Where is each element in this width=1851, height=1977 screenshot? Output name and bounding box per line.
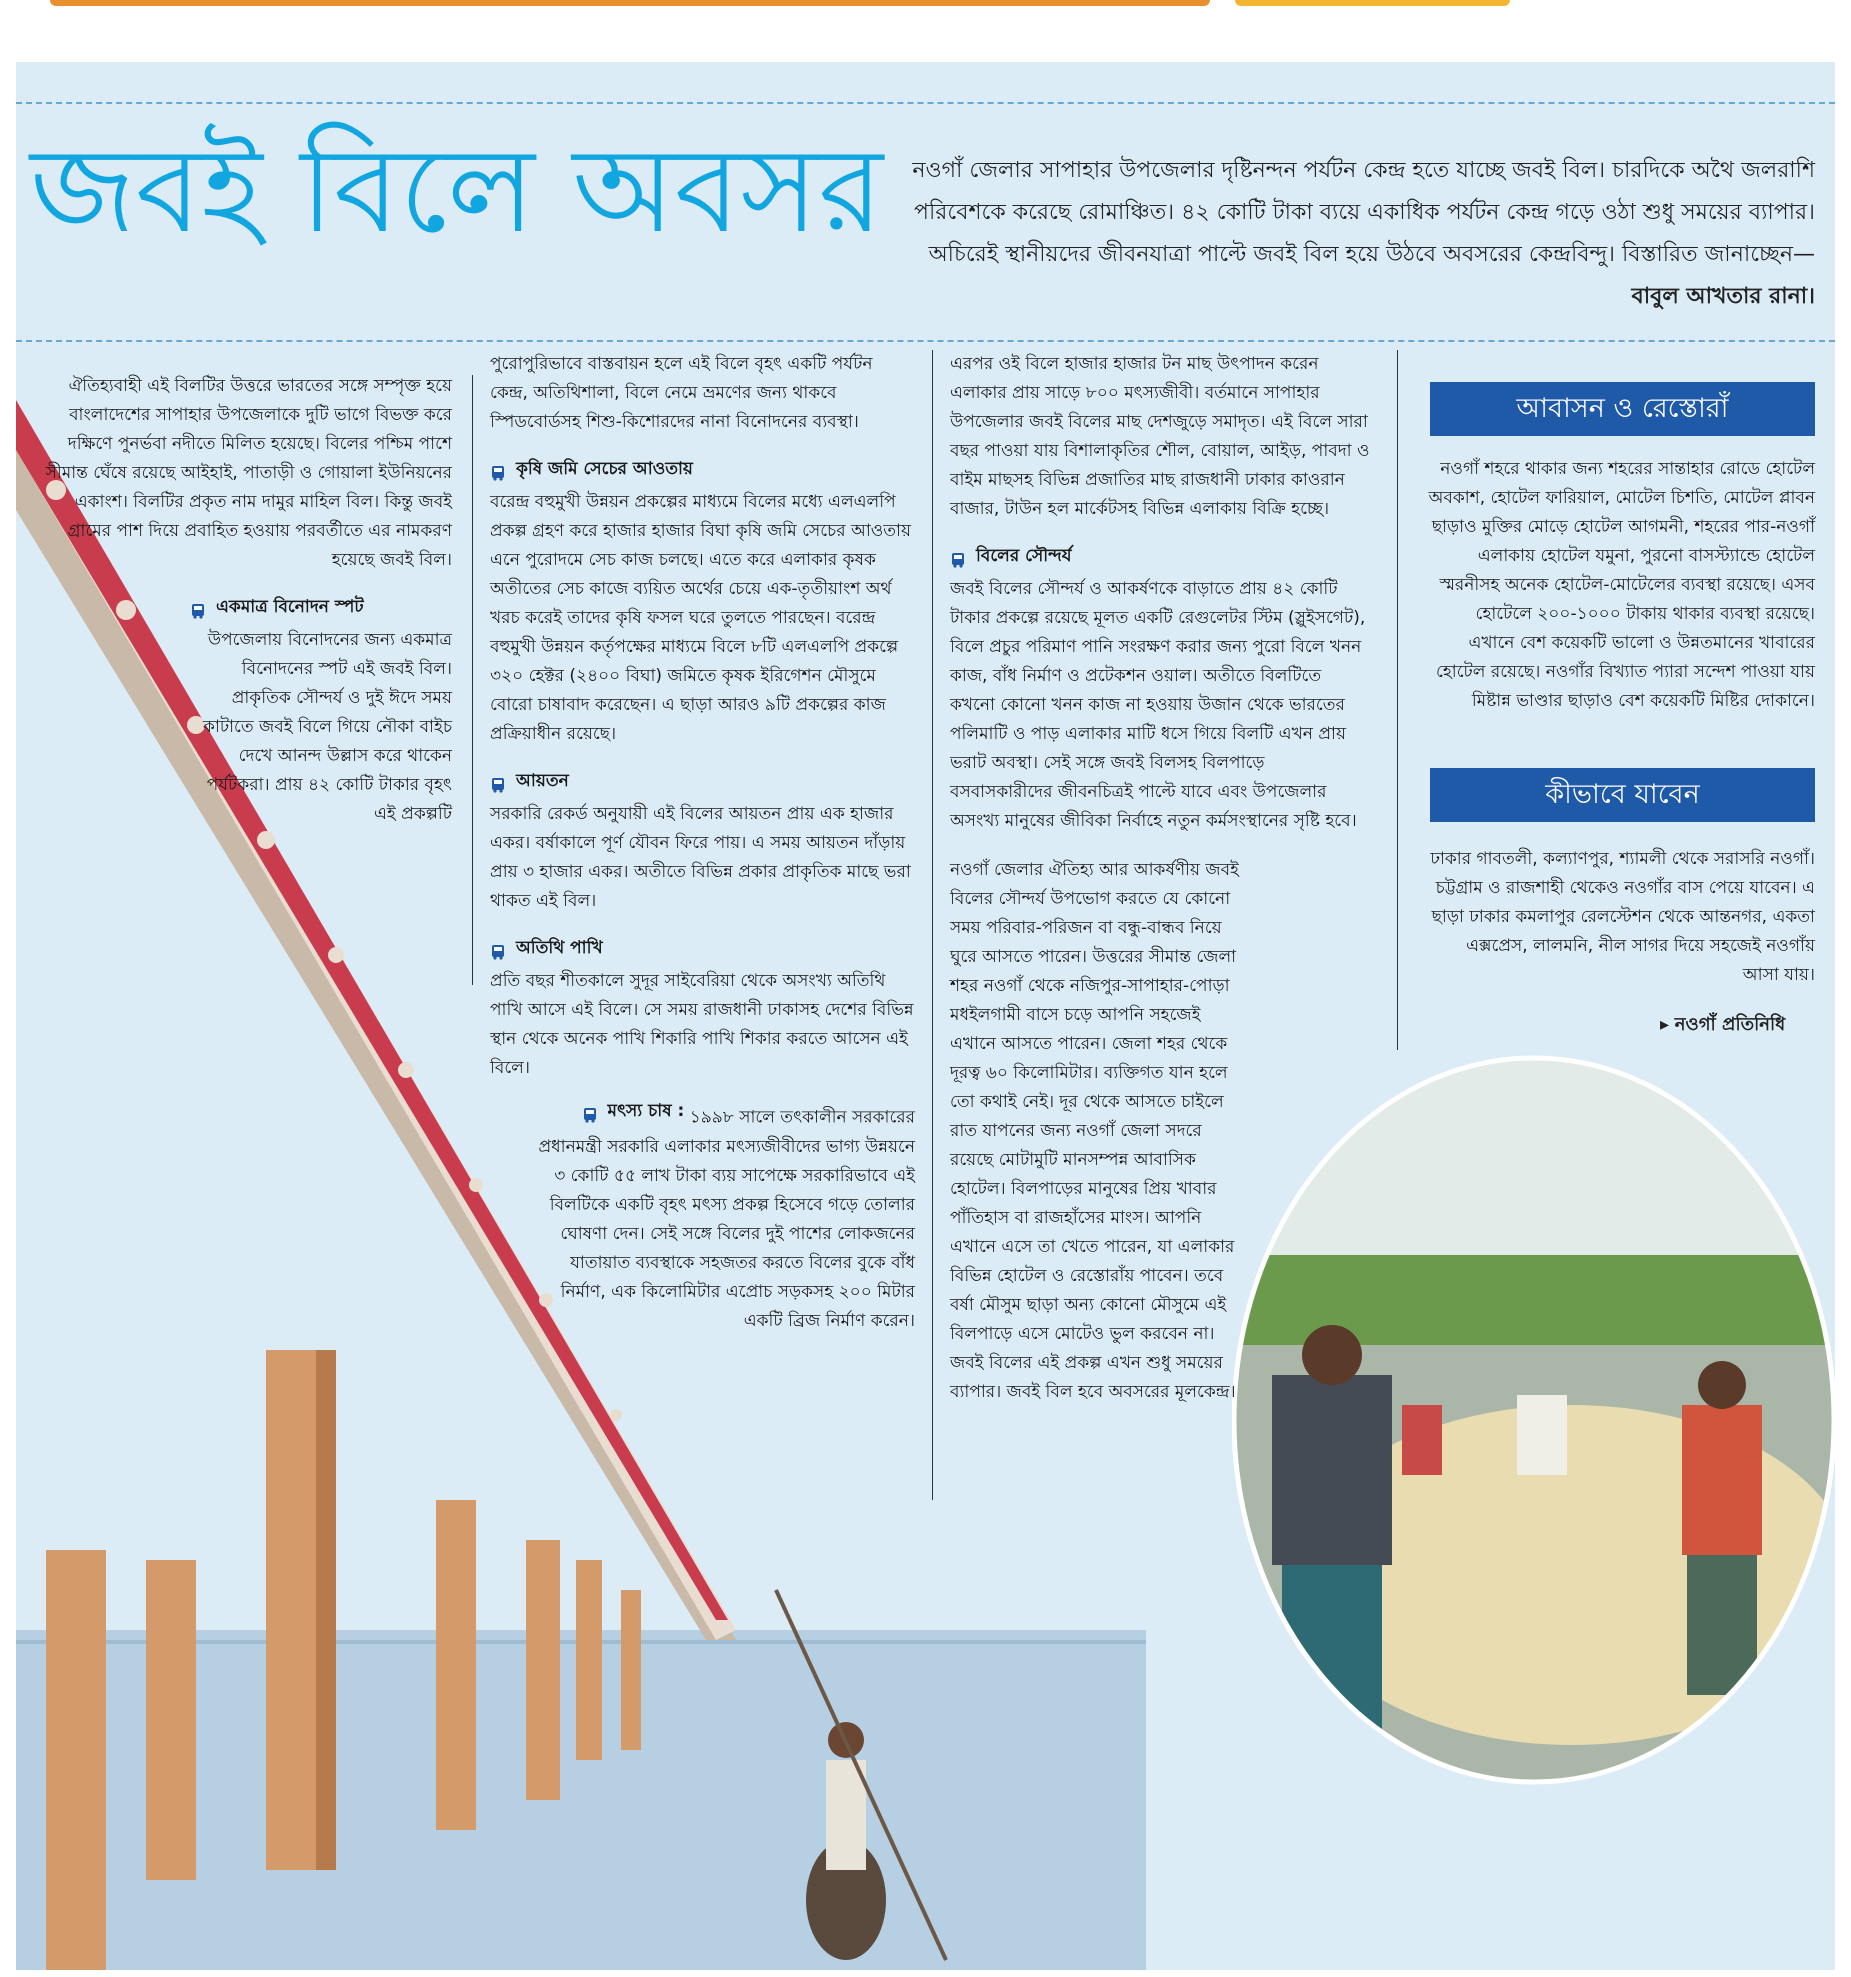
col1-subhead-1: [30, 593, 452, 622]
box-accommodation-text: নওগাঁ শহরে থাকার জন্য শহরের সান্তাহার রোডে হোটেল অবকাশ, হোটেল ফারিয়াল, মোটেল চিশতি, মোটেল প্লাবন ছাড়াও মুক্তির মোড়ে হোটেল আগমনী, শহরের পার-নওগাঁ এলাকায় হোটেল যমুনা, পুরনো বাসস্ট্যান্ডে হোটেল স্মরনীসহ অনেক হোটেল-মোটেলের ব্যবস্থা রয়েছে। এসব হোটেলে ২০০-১০০০ টাকায় থাকার ব্যবস্থা রয়েছে। এখানে বেশ কয়েকটি ভালো ও উন্নতমানের খাবারের হোটেল রয়েছে। নওগাঁর বিখ্যাত প্যারা সন্দেশ পাওয়া যায় মিষ্টান্ন ভাণ্ডার ছাড়াও বেশ কয়েকটি মিষ্টির দোকানে।: [1428, 459, 1815, 711]
box-howtogo-text: ঢাকার গাবতলী, কল্যাণপুর, শ্যামলী থেকে সরাসরি নওগাঁ। চট্টগ্রাম ও রাজশাহী থেকেও নওগাঁর বাস পেয়ে যাবেন। এ ছাড়া ঢাকার কমলাপুর রেলস্টেশন থেকে আন্তনগর, একতা এক্সপ্রেস, লালমনি, নীল সাগর দিয়ে সহজেই নওগাঁয় আসা যায়।: [1430, 849, 1815, 985]
bus-icon: [190, 600, 206, 616]
box-howtogo-title: কীভাবে যাবেন: [1430, 768, 1815, 822]
intro-standfirst: [900, 150, 1815, 318]
column-rule-1: [472, 375, 473, 985]
top-dashed-rule: [16, 102, 1835, 104]
col2-subhead-1-text: কৃষি জমি সেচের আওতায়: [516, 459, 693, 479]
column-rule-3: [1397, 350, 1398, 1050]
bus-icon: [950, 549, 966, 565]
column-1: [30, 372, 452, 843]
col3-para-1: এরপর ওই বিলে হাজার হাজার টন মাছ উৎপাদন করেন এলাকার প্রায় সাড়ে ৮০০ মৎস্যজীবী। বর্তমানে সাপাহার উপজেলার জবই বিলের মাছ দেশজুড়ে সমাদৃত। এই বিলে সারা বছর পাওয়া যায় বিশালাকৃতির শৌল, বোয়াল, আইড়, পাবদা ও বাইম মাছসহ বিভিন্ন প্রজাতির মাছ রাজধানী ঢাকার কাওরান বাজার, টাউন হল মার্কেটসহ বিভিন্ন এলাকায় বিক্রি হচ্ছে।: [950, 354, 1370, 519]
bus-icon: [490, 941, 506, 957]
col2-subhead-4: [582, 1097, 685, 1126]
bus-icon: [582, 1104, 598, 1120]
byline-correspondent: ▸ নওগাঁ প্রতিনিধি: [1660, 1010, 1785, 1041]
headline: জবই বিলে অবসর: [30, 121, 884, 259]
col3-subhead-1-text: বিলের সৌন্দর্য: [976, 546, 1072, 566]
bus-icon: [490, 462, 506, 478]
col1-para-2: উপজেলায় বিনোদনের জন্য একমাত্র বিনোদনের স্পট এই জবই বিল। প্রাকৃতিক সৌন্দর্য ও দুই ঈদে সময় কাটাতে জবই বিলে গিয়ে নৌকা বাইচ দেখে আনন্দ উল্লাস করে থাকেন পর্যটকরা। প্রায় ৪২ কোটি টাকার বৃহৎ এই প্রকল্পটি: [203, 630, 452, 824]
col2-subhead-2: [490, 767, 915, 796]
column-2: [490, 350, 915, 1336]
col3-para-2: জবই বিলের সৌন্দর্য ও আকর্ষণকে বাড়াতে প্রায় ৪২ কোটি টাকার প্রকল্পে রয়েছে মূলত একটি রেগুলেটর স্টিম (স্লুইসগেট), বিলে প্রচুর পরিমাণ পানি সংরক্ষণ করার জন্য পুরো বিলে খনন কাজ, বাঁধ নির্মাণ ও প্রটেকশন ওয়াল। অতীতে বিলটিতে কখনো কোনো খনন কাজ না হওয়ায় উজান থেকে ভারতের পলিমাটি ও পাড় এলাকার মাটি ধসে গিয়ে বিলটি এখন প্রায় ভরাট অবস্থা। সেই সঙ্গে জবই বিলসহ বিলপাড়ে বসবাসকারীদের জীবনচিত্রই পাল্টে যাবে এবং উপজেলার অসংখ্য মানুষের জীবিকা নির্বাহে নতুন কর্মসংস্থানের সৃষ্টি হবে।: [950, 579, 1366, 831]
col2-subhead-2-text: আয়তন: [516, 771, 569, 791]
col2-para-3: সরকারি রেকর্ড অনুযায়ী এই বিলের আয়তন প্রায় এক হাজার একর। বর্ষাকালে পূর্ণ যৌবন ফিরে পায়। এ সময় আয়তন দাঁড়ায় প্রায় ৩ হাজার একর। অতীতে বিভিন্ন প্রকার প্রাকৃতিক মাছে ভরা থাকত এই বিল।: [490, 804, 911, 911]
col2-para-1: পুরোপুরিভাবে বাস্তবায়ন হলে এই বিলে বৃহৎ একটি পর্যটন কেন্দ্র, অতিথিশালা, বিলে নেমে ভ্রমণের জন্য থাকবে স্পিডবোর্ডসহ শিশু-কিশোরদের নানা বিনোদনের ব্যবস্থা।: [490, 354, 873, 432]
col1-subhead-1-text: একমাত্র বিনোদন স্পট: [216, 597, 364, 617]
intro-text: নওগাঁ জেলার সাপাহার উপজেলার দৃষ্টিনন্দন পর্যটন কেন্দ্র হতে যাচ্ছে জবই বিল। চারদিকে অথৈ জলরাশি পরিবেশকে করেছে রোমাঞ্চিত। ৪২ কোটি টাকা ব্যয়ে একাধিক পর্যটন কেন্দ্র গড়ে ওঠা শুধু সময়ের ব্যাপার। অচিরেই স্থানীয়দের জীবনযাত্রা পাল্টে জবই বিল হয়ে উঠবে অবসরের কেন্দ্রবিন্দু। বিস্তারিত জানাচ্ছেন—: [912, 158, 1815, 267]
col2-subhead-3-text: অতিথি পাখি: [516, 938, 603, 958]
column-3: [950, 350, 1370, 1421]
col1-para-1: ঐতিহ্যবাহী এই বিলটির উত্তরে ভারতের সঙ্গে সম্পৃক্ত হয়ে বাংলাদেশের সাপাহার উপজেলাকে দুটি ভাগে বিভক্ত করে দক্ষিণে পুনর্ভবা নদীতে মিলিত হয়েছে। বিলের পশ্চিম পাশে সীমান্ত ঘেঁষে রয়েছে আইহাই, পাতাড়ী ও গোয়ালা ইউনিয়নের একাংশ। বিলটির প্রকৃত নাম দামুর মাহিল বিল। কিন্তু জবই গ্রামের পাশ দিয়ে প্রবাহিত হওয়ায় পরবর্তীতে এর নামকরণ হয়েছে জবই বিল।: [45, 376, 452, 570]
col2-subhead-4-text: মৎস্য চাষ :: [607, 1101, 685, 1121]
col3-subhead-1: [950, 542, 1370, 571]
col2-subhead-1: [490, 455, 915, 484]
column-rule-2: [932, 350, 933, 1500]
col3-para-3: নওগাঁ জেলার ঐতিহ্য আর আকর্ষণীয় জবই বিলের সৌন্দর্য উপভোগ করতে যে কোনো সময় পরিবার-পরিজন বা বন্ধু-বান্ধব নিয়ে ঘুরে আসতে পারেন। উত্তরের সীমান্ত জেলা শহর নওগাঁ থেকে নজিপুর-সাপাহার-পোড়া মধইলগামী বাসে চড়ে আপনি সহজেই এখানে আসতে পারেন। জেলা শহর থেকে দূরত্ব ৬০ কিলোমিটার। ব্যক্তিগত যান হলে তো কথাই নেই। দূর থেকে আসতে চাইলে রাত যাপনের জন্য নওগাঁ জেলা সদরে রয়েছে মোটামুটি মানসম্পন্ন আবাসিক হোটেল। বিলপাড়ের মানুষের প্রিয় খাবার পাঁতিহাস বা রাজহাঁসের মাংস। আপনি এখানে এসে তা খেতে পারেন, যা এলাকার বিভিন্ন হোটেল ও রেস্তোরাঁয় পাবেন। তবে বর্ষা মৌসুম ছাড়া অন্য কোনো মৌসুমে এই বিলপাড়ে এসে মোটেও ভুল করবেন না। জবই বিলের এই প্রকল্প এখন শুধু সময়ের ব্যাপার। জবই বিল হবে অবসরের মূলকেন্দ্র।: [950, 860, 1239, 1402]
col2-para-5: ১৯৯৮ সালে তৎকালীন সরকারের প্রধানমন্ত্রী সরকারি এলাকার মৎস্যজীবীদের ভাগ্য উন্নয়নে ৩ কোটি ৫৫ লাখ টাকা ব্যয় সাপেক্ষে সরকারিভাবে এই বিলটিকে একটি বৃহৎ মৎস্য প্রকল্প হিসেবে গড়ে তোলার ঘোষণা দেন। সেই সঙ্গে বিলের দুই পাশের লোকজনের যাতায়াত ব্যবস্থাকে সহজতর করতে বিলের বুকে বাঁধ নির্মাণ, এক কিলোমিটার এপ্রোচ সড়কসহ ২০০ মিটার একটি ব্রিজ নির্মাণ করেন।: [538, 1107, 915, 1331]
box-accommodation-title: আবাসন ও রেস্তোরাঁ: [1430, 382, 1815, 436]
col2-subhead-3: [490, 934, 915, 963]
author-name: বাবুল আখতার রানা।: [1631, 284, 1815, 309]
col2-para-2: বরেন্দ্র বহুমুখী উন্নয়ন প্রকল্পের মাধ্যমে বিলের মধ্যে এলএলপি প্রকল্প গ্রহণ করে হাজার হাজার বিঘা কৃষি জমি সেচের আওতায় এনে পুরোদমে সেচ কাজ চলছে। এতে করে এলাকার কৃষক অতীতের সেচ কাজে ব্যয়িত অর্থের চেয়ে এক-তৃতীয়াংশ অর্থ খরচ করেই তাদের কৃষি ফসল ঘরে তুলতে পারছেন। বরেন্দ্র বহুমুখী উন্নয়ন কর্তৃপক্ষের মাধ্যমে বিলে ৮টি এলএলপি প্রকল্পে ৩২০ হেক্টর (২৪০০ বিঘা) জমিতে কৃষক ইরিগেশন মৌসুমে বোরো চাষাবাদ করেছেন। এ ছাড়া আরও ৯টি প্রকল্পের কাজ প্রক্রিয়াধীন রয়েছে।: [490, 492, 911, 744]
bus-icon: [490, 774, 506, 790]
top-orange-bar: [50, 0, 1210, 6]
col2-para-4: প্রতি বছর শীতকালে সুদূর সাইবেরিয়া থেকে অসংখ্য অতিথি পাখি আসে এই বিলে। সে সময় রাজধানী ঢাকাসহ দেশের বিভিন্ন স্থান থেকে অনেক পাখি শিকারি পাখি শিকার করতে আসেন এই বিলে।: [490, 971, 914, 1078]
col2-fish-section: [490, 1097, 915, 1336]
top-yellow-bar: [1235, 0, 1510, 6]
